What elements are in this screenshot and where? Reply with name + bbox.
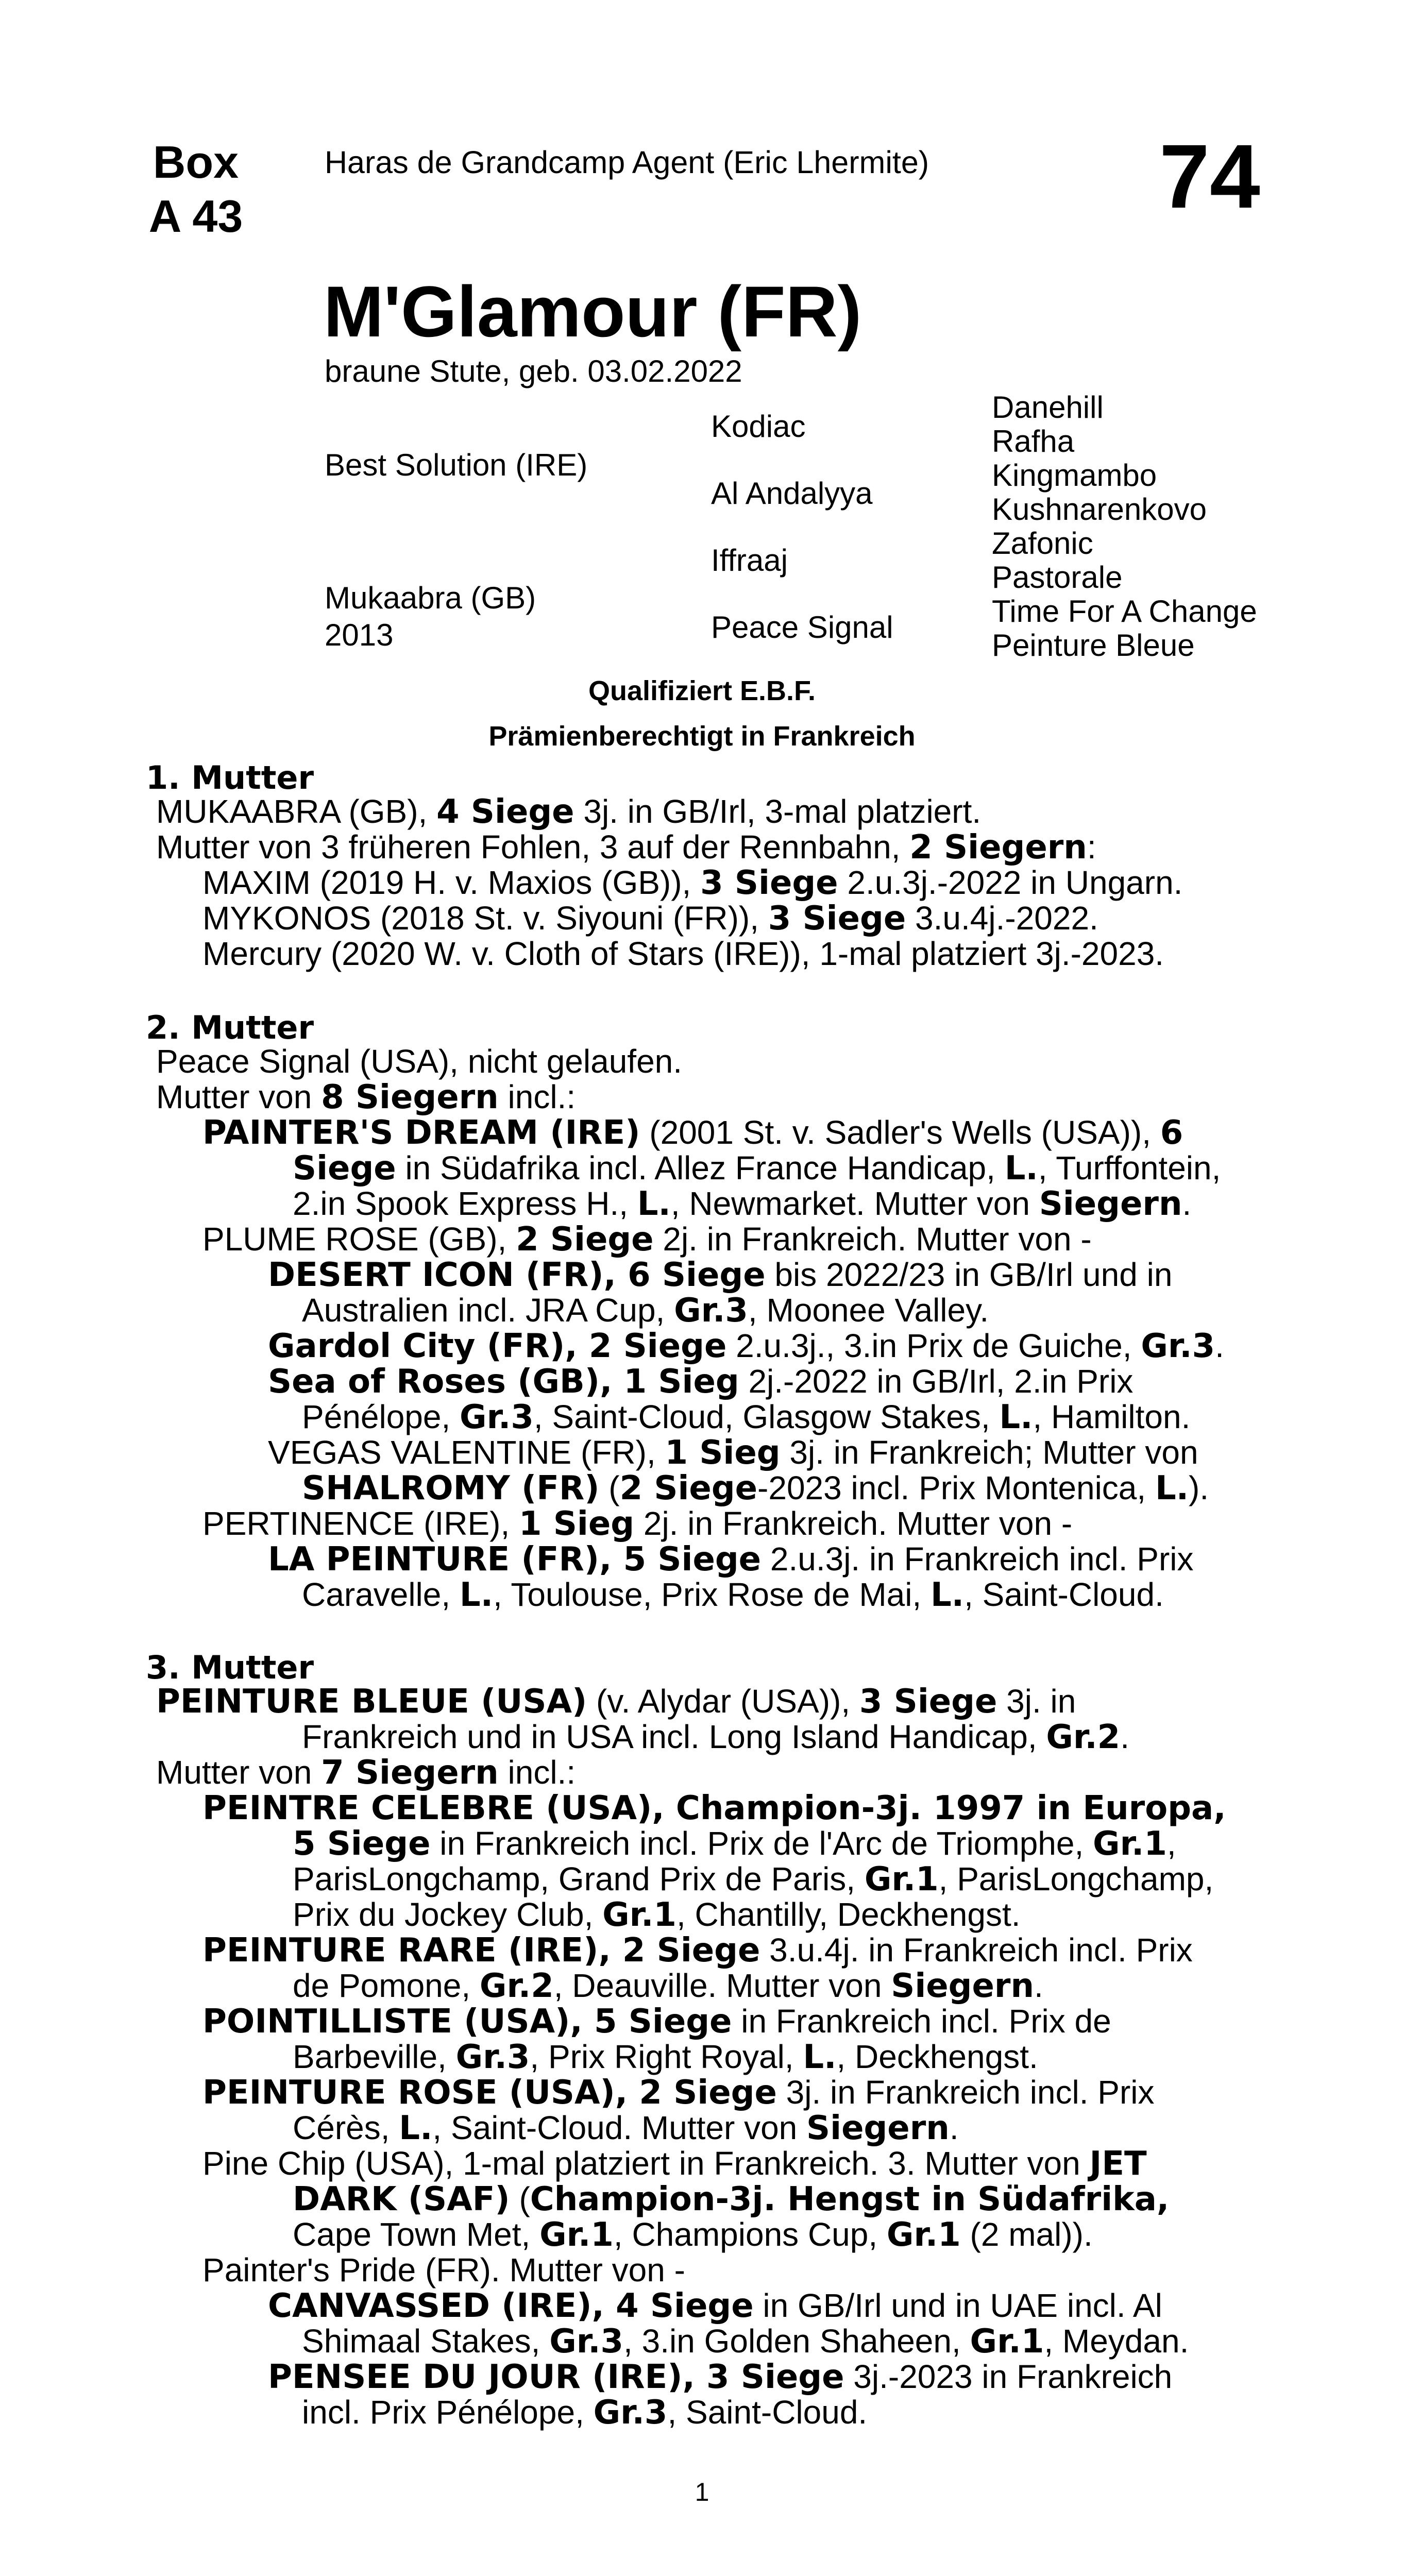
mutter3-line (202, 2004, 1111, 2040)
consignor: Haras de Grandcamp Agent (Eric Lhermite) (325, 145, 929, 180)
bold-text: Gr.3 (593, 2394, 668, 2432)
bold-text: 6 (1160, 1114, 1183, 1152)
bold-text: Gr.3 (674, 1292, 748, 1330)
bold-text: Gr.3 (455, 2038, 530, 2076)
text-segment: . (1034, 1967, 1043, 2004)
text-segment: Mutter von (156, 1754, 322, 1791)
mutter2-line (202, 1115, 1183, 1151)
mutter2-line (202, 1222, 1092, 1258)
bold-text: PEINTURE BLEUE (USA) (156, 1683, 587, 1721)
text-segment: Painter's Pride (FR). Mutter von - (202, 2251, 685, 2289)
text-segment: , Prix Right Royal, (530, 2038, 803, 2075)
bold-text: Gr.2 (1046, 1718, 1121, 1756)
qualification-premium: Prämienberechtigt in Frankreich (488, 721, 916, 752)
bold-text: PEINTURE ROSE (USA), 2 Siege (202, 2074, 777, 2112)
text-segment: 2j. in Frankreich. Mutter von - (653, 1221, 1092, 1258)
text-segment: Australien incl. JRA Cup, (302, 1292, 674, 1329)
mutter2-line (293, 1150, 1221, 1187)
text-segment: ParisLongchamp, Grand Prix de Paris, (293, 1860, 865, 1897)
text-segment: 3j.-2023 in Frankreich (844, 2358, 1173, 2395)
text-segment: : (1087, 828, 1096, 866)
bold-text: LA PEINTURE (FR), 5 Siege (268, 1540, 762, 1579)
mutter2-line (302, 1399, 1190, 1435)
text-segment: , Saint-Cloud. (964, 1576, 1164, 1613)
mutter3-line (268, 2288, 1162, 2324)
bold-text: Siegern (1039, 1185, 1182, 1223)
horse-name: M'Glamour (FR) (324, 271, 862, 352)
mutter2-line (268, 1364, 1133, 1400)
text-segment: 2j. in Frankreich. Mutter von - (634, 1505, 1073, 1542)
text-segment: in Frankreich incl. Prix de l'Arc de Triomphe, (430, 1825, 1093, 1862)
bold-text: 5 Siege (293, 1825, 431, 1863)
bold-text: Sea of Roses (GB), 1 Sieg (268, 1363, 739, 1401)
text-segment: Cérès, (293, 2109, 399, 2146)
bold-text: DARK (SAF) (293, 2180, 510, 2218)
pedigree-g3-7: Time For A Change (992, 594, 1257, 629)
text-segment: ( (510, 2180, 530, 2217)
bold-text: L. (803, 2038, 837, 2076)
text-segment: 3j. in GB/Irl, 3-mal platziert. (574, 793, 982, 830)
bold-text: DESERT ICON (FR), 6 Siege (268, 1256, 766, 1294)
mutter2-line (268, 1257, 1172, 1293)
text-segment: 3.u.4j. in Frankreich incl. Prix (760, 1931, 1193, 1969)
bold-text: JET (1089, 2145, 1147, 2183)
text-segment: 2.u.3j. in Frankreich incl. Prix (761, 1540, 1194, 1578)
bold-text: L. (637, 1185, 671, 1223)
pedigree-sire-dam: Al Andalyya (711, 476, 873, 511)
mutter3-line (293, 2181, 1169, 2217)
text-segment: 2.in Spook Express H., (293, 1185, 637, 1222)
bold-text: Siege (293, 1149, 396, 1188)
bold-text: Gr.1 (1093, 1825, 1167, 1863)
text-segment: Barbeville, (293, 2038, 456, 2075)
bold-text: 8 Siegern (321, 1078, 499, 1116)
text-segment: , Meydan. (1044, 2323, 1189, 2360)
text-segment: , Newmarket. Mutter von (670, 1185, 1039, 1222)
mutter3-line (293, 1897, 1021, 1933)
mutter2-line (302, 1293, 989, 1329)
mutter2-line (268, 1435, 1198, 1471)
mutter1-line (156, 794, 981, 830)
mutter3-line (156, 1684, 1076, 1720)
mutter2-line (268, 1541, 1193, 1578)
text-segment: , Saint-Cloud, Glasgow Stakes, (533, 1398, 1000, 1435)
bold-text: 3 Siege (859, 1683, 997, 1721)
text-segment: 2j.-2022 in GB/Irl, 2.in Prix (739, 1363, 1134, 1400)
mutter3-heading: 3. Mutter (146, 1649, 314, 1686)
mutter3-line (293, 1968, 1043, 2004)
text-segment: incl. Prix Pénélope, (302, 2394, 594, 2431)
text-segment: in Südafrika incl. Allez France Handicap, (396, 1149, 1005, 1187)
text-segment: . (1120, 1718, 1129, 1755)
text-segment: Frankreich und in USA incl. Long Island Handicap, (302, 1718, 1046, 1755)
bold-text: POINTILLISTE (USA), 5 Siege (202, 2003, 732, 2041)
mutter3-line (302, 2324, 1189, 2360)
bold-text: PEINTRE CELEBRE (USA), Champion-3j. 1997 in Europa, (202, 1789, 1226, 1827)
pedigree-dam: Mukaabra (GB) (325, 581, 536, 615)
text-segment: VEGAS VALENTINE (FR), (268, 1434, 665, 1471)
text-segment: Peace Signal (USA), nicht gelaufen. (156, 1043, 683, 1080)
text-segment: Prix du Jockey Club, (293, 1896, 603, 1933)
bold-text: L. (1155, 1469, 1189, 1507)
pedigree-g3-5: Zafonic (992, 526, 1093, 561)
mutter3-line (293, 2039, 1038, 2075)
bold-text: Gr.1 (602, 1896, 676, 1934)
pedigree-dam-year: 2013 (325, 618, 394, 652)
mutter3-line (293, 2110, 959, 2146)
text-segment: bis 2022/23 in GB/Irl und in (765, 1256, 1173, 1293)
mutter3-line (156, 1755, 576, 1791)
mutter3-line (293, 2217, 1093, 2253)
text-segment: , Saint-Cloud. (667, 2394, 868, 2431)
text-segment: , Toulouse, Prix Rose de Mai, (493, 1576, 931, 1613)
bold-text: Gr.1 (970, 2323, 1044, 2361)
bold-text: 2 Siegern (909, 828, 1087, 867)
bold-text: Gr.3 (549, 2323, 624, 2361)
text-segment: in GB/Irl und in UAE incl. Al (753, 2287, 1162, 2324)
pedigree-g3-8: Peinture Bleue (992, 628, 1195, 663)
text-segment: Shimaal Stakes, (302, 2323, 550, 2360)
mutter1-line (202, 901, 1098, 937)
horse-description: braune Stute, geb. 03.02.2022 (325, 354, 742, 388)
text-segment: , Turffontein, (1038, 1149, 1221, 1187)
bold-text: Siegern (806, 2109, 950, 2147)
mutter3-line (302, 1719, 1129, 1755)
text-segment: , (1166, 1825, 1176, 1862)
text-segment: 3.u.4j.-2022. (906, 900, 1098, 937)
bold-text: Champion-3j. Hengst in Südafrika, (530, 2180, 1170, 2218)
text-segment: PLUME ROSE (GB), (202, 1221, 516, 1258)
box-number: A 43 (148, 191, 243, 242)
lot-number: 74 (1159, 126, 1260, 227)
bold-text: L. (399, 2109, 433, 2147)
text-segment: (v. Alydar (USA)), (587, 1683, 859, 1720)
mutter3-line (202, 1933, 1193, 1969)
pedigree-g3-1: Danehill (992, 390, 1104, 425)
bold-text: 3 Siege (768, 900, 906, 938)
mutter1-line (156, 829, 1096, 866)
pedigree-sire: Best Solution (IRE) (325, 448, 588, 482)
bold-text: SHALROMY (FR) (302, 1469, 600, 1507)
text-segment: Pine Chip (USA), 1-mal platziert in Frankreich. 3. Mutter von (202, 2145, 1090, 2182)
bold-text: Siegern (891, 1967, 1034, 2005)
text-segment: Mercury (2020 W. v. Cloth of Stars (IRE)), 1-mal platziert 3j.-2023. (202, 935, 1164, 972)
qualification-ebf: Qualifiziert E.B.F. (588, 675, 816, 706)
text-segment: Pénélope, (302, 1398, 460, 1435)
bold-text: L. (1004, 1149, 1038, 1188)
text-segment: . (949, 2109, 959, 2146)
text-segment: . (1182, 1185, 1192, 1222)
mutter3-line (293, 1826, 1176, 1862)
pedigree-sire-sire: Kodiac (711, 409, 806, 444)
bold-text: 4 Siege (436, 793, 574, 831)
text-segment: (2 mal)). (960, 2216, 1093, 2253)
mutter2-line (156, 1044, 682, 1079)
pedigree-g3-3: Kingmambo (992, 458, 1157, 493)
bold-text: Gr.2 (479, 1967, 554, 2005)
text-segment: , Chantilly, Deckhengst. (676, 1896, 1021, 1933)
mutter3-line (293, 1861, 1213, 1897)
mutter3-line (268, 2359, 1172, 2395)
bold-text: Gr.3 (460, 1398, 534, 1436)
bold-text: PAINTER'S DREAM (IRE) (202, 1114, 640, 1152)
mutter2-line (202, 1506, 1072, 1542)
text-segment: 2.u.3j., 3.in Prix de Guiche, (726, 1327, 1141, 1364)
text-segment: , Deauville. Mutter von (553, 1967, 891, 2004)
bold-text: 1 Sieg (665, 1434, 781, 1472)
text-segment: -2023 incl. Prix Montenica, (757, 1469, 1155, 1506)
text-segment: (2001 St. v. Sadler's Wells (USA)), (640, 1114, 1160, 1151)
text-segment: 3j. in (997, 1683, 1076, 1720)
text-segment: Caravelle, (302, 1576, 460, 1613)
pedigree-dam-dam: Peace Signal (711, 610, 893, 645)
bold-text: 3 Siege (700, 864, 838, 902)
bold-text: Gardol City (FR), 2 Siege (268, 1327, 727, 1365)
pedigree-g3-2: Rafha (992, 424, 1075, 459)
text-segment: ( (599, 1469, 620, 1506)
bold-text: CANVASSED (IRE), 4 Siege (268, 2287, 754, 2325)
bold-text: Gr.1 (886, 2216, 961, 2254)
bold-text: 7 Siegern (321, 1754, 499, 1792)
text-segment: . (1215, 1327, 1224, 1364)
mutter2-line (156, 1079, 576, 1115)
mutter3-line (202, 2075, 1155, 2111)
pedigree-g3-4: Kushnarenkovo (992, 492, 1207, 527)
text-segment: incl.: (498, 1754, 576, 1791)
text-segment: , Saint-Cloud. Mutter von (432, 2109, 807, 2146)
mutter3-line (202, 2146, 1147, 2182)
mutter3-line (302, 2395, 867, 2431)
bold-text: L. (459, 1576, 493, 1614)
bold-text: Gr.1 (864, 1860, 939, 1899)
text-segment: , ParisLongchamp, (938, 1860, 1214, 1897)
text-segment: in Frankreich incl. Prix de (732, 2003, 1111, 2040)
text-segment: 3j. in Frankreich; Mutter von (780, 1434, 1198, 1471)
mutter2-heading: 2. Mutter (146, 1009, 314, 1046)
text-segment: MYKONOS (2018 St. v. Siyouni (FR)), (202, 900, 768, 937)
text-segment: , Deckhengst. (836, 2038, 1038, 2075)
bold-text: Gr.3 (1141, 1327, 1215, 1365)
text-segment: , Champions Cup, (613, 2216, 887, 2253)
bold-text: 2 Siege (619, 1469, 758, 1507)
pedigree-dam-sire: Iffraaj (711, 543, 788, 578)
mutter1-line (202, 865, 1182, 901)
mutter1-line (202, 936, 1164, 972)
bold-text: PENSEE DU JOUR (IRE), 3 Siege (268, 2358, 844, 2396)
mutter2-line (268, 1328, 1224, 1364)
text-segment: , Moonee Valley. (748, 1292, 989, 1329)
pedigree-g3-6: Pastorale (992, 560, 1123, 595)
bold-text: 1 Sieg (519, 1505, 635, 1543)
bold-text: 2 Siege (516, 1221, 654, 1259)
text-segment: 2.u.3j.-2022 in Ungarn. (838, 864, 1183, 901)
mutter2-line (302, 1577, 1164, 1613)
bold-text: L. (931, 1576, 965, 1614)
text-segment: incl.: (498, 1078, 576, 1115)
bold-text: L. (999, 1398, 1033, 1436)
text-segment: MAXIM (2019 H. v. Maxios (GB)), (202, 864, 701, 901)
text-segment: , Hamilton. (1033, 1398, 1191, 1435)
text-segment: Mutter von 3 früheren Fohlen, 3 auf der Rennbahn, (156, 828, 910, 866)
text-segment: ). (1189, 1469, 1209, 1506)
text-segment: MUKAABRA (GB), (156, 793, 437, 830)
text-segment: PERTINENCE (IRE), (202, 1505, 519, 1542)
mutter2-line (293, 1186, 1191, 1222)
mutter2-line (302, 1470, 1209, 1506)
text-segment: de Pomone, (293, 1967, 480, 2004)
mutter3-line (202, 2252, 685, 2288)
text-segment: Cape Town Met, (293, 2216, 540, 2253)
box-label: Box (153, 137, 239, 188)
text-segment: Mutter von (156, 1078, 322, 1115)
bold-text: PEINTURE RARE (IRE), 2 Siege (202, 1931, 760, 1970)
text-segment: , 3.in Golden Shaheen, (623, 2323, 970, 2360)
page-number: 1 (695, 2478, 709, 2506)
mutter1-heading: 1. Mutter (146, 759, 314, 796)
bold-text: Gr.1 (539, 2216, 614, 2254)
mutter3-line (202, 1790, 1226, 1826)
text-segment: 3j. in Frankreich incl. Prix (776, 2074, 1155, 2111)
